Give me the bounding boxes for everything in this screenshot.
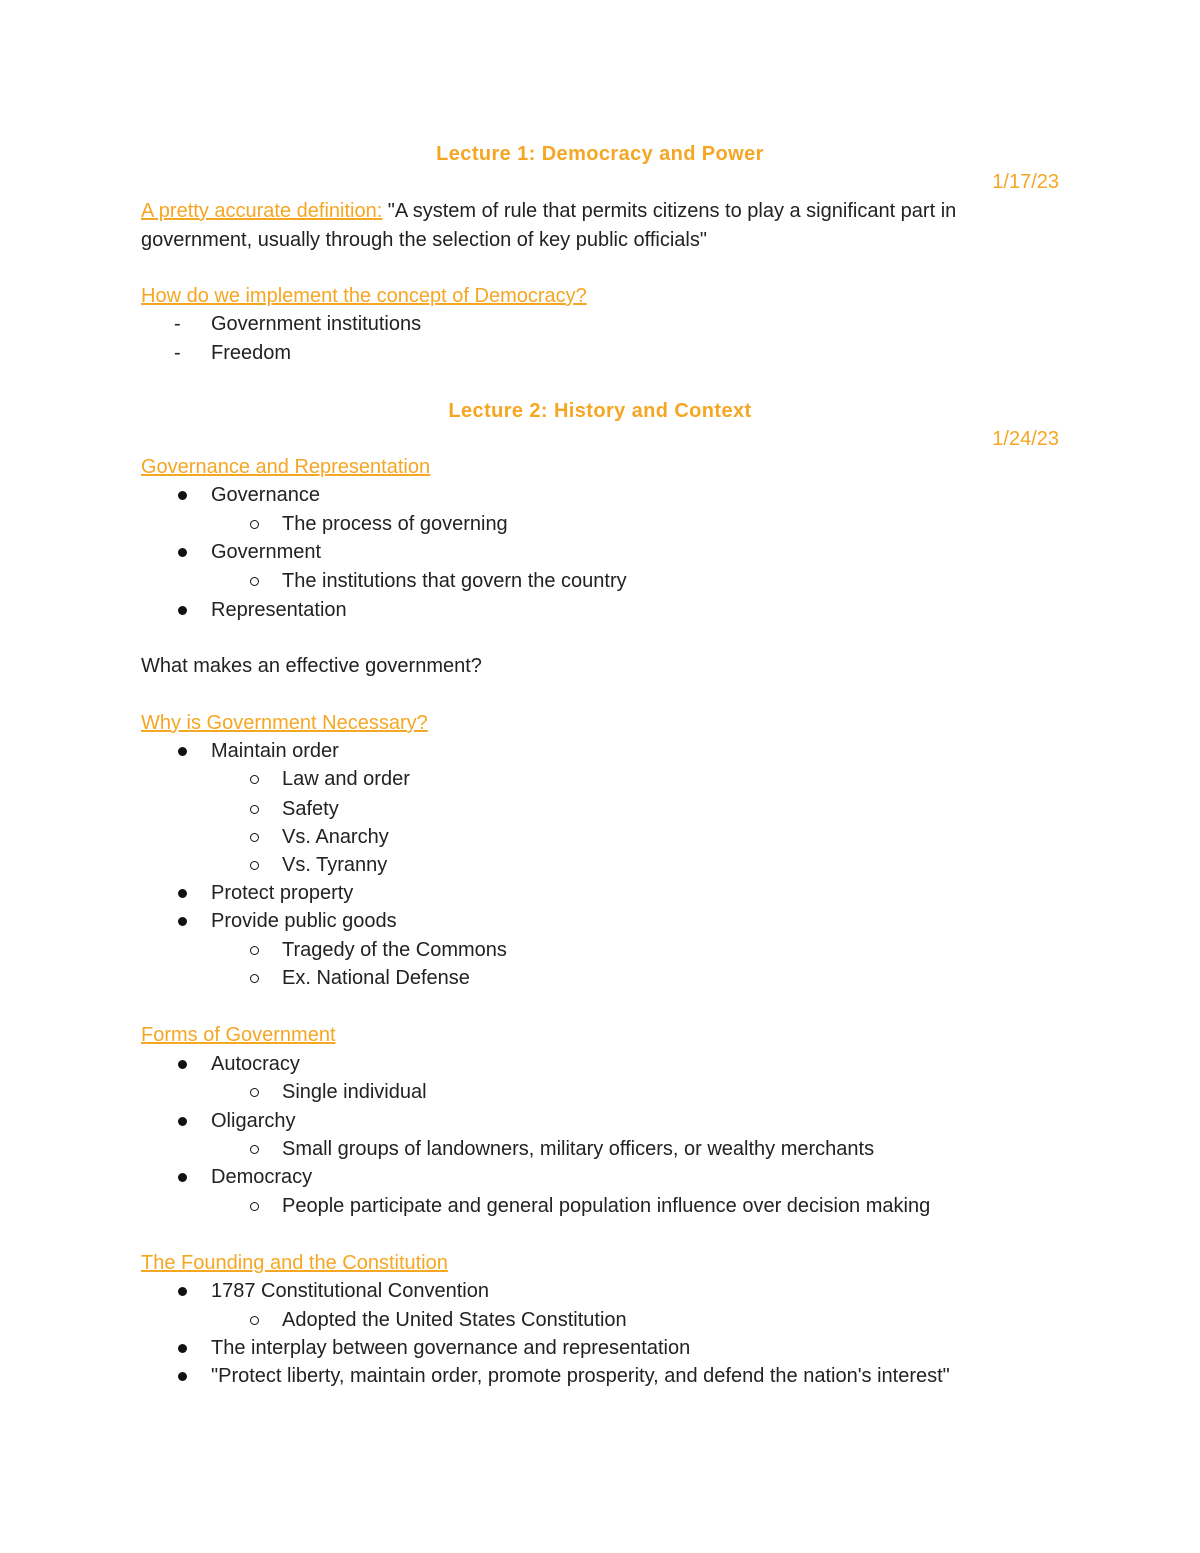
definition-text: "A system of rule that permits citizens to play a significant part in — [382, 200, 957, 222]
list-subitem: Single individual — [282, 1078, 427, 1106]
definition-paragraph — [141, 197, 1059, 225]
ring-bullet-icon — [250, 861, 259, 870]
list-subitem: Tragedy of the Commons — [282, 936, 507, 964]
why-heading[interactable]: Why is Government Necessary? — [141, 712, 428, 734]
list-subitem: Small groups of landowners, military officers, or wealthy merchants — [282, 1135, 874, 1163]
list-subitem: Safety — [282, 795, 339, 823]
list-item: 1787 Constitutional Convention — [211, 1277, 489, 1305]
filled-bullet-icon — [178, 1117, 187, 1126]
list-item: The interplay between governance and representation — [211, 1334, 690, 1362]
list-subitem: Vs. Tyranny — [282, 851, 387, 879]
list-item: "Protect liberty, maintain order, promote prosperity, and defend the nation's interest" — [211, 1362, 950, 1390]
forms-heading[interactable]: Forms of Government — [141, 1024, 336, 1046]
list-subitem: The process of governing — [282, 510, 508, 538]
filled-bullet-icon — [178, 491, 187, 500]
list-item: - Freedom — [211, 339, 291, 367]
ring-bullet-icon — [250, 775, 259, 784]
founding-heading[interactable]: The Founding and the Constitution — [141, 1252, 448, 1274]
gov-rep-heading[interactable]: Governance and Representation — [141, 456, 431, 478]
dash-bullet-icon: - — [174, 342, 181, 364]
ring-bullet-icon — [250, 520, 259, 529]
filled-bullet-icon — [178, 606, 187, 615]
effective-question: What makes an effective government? — [141, 655, 482, 677]
list-subitem: People participate and general population influence over decision making — [282, 1192, 930, 1220]
lecture-1-date: 1/17/23 — [992, 171, 1059, 193]
filled-bullet-icon — [178, 1173, 187, 1182]
definition-text-cont: government, usually through the selection of key public officials" — [141, 229, 707, 251]
list-item: Governance — [211, 481, 320, 509]
filled-bullet-icon — [178, 889, 187, 898]
list-item: Representation — [211, 596, 347, 624]
filled-bullet-icon — [178, 548, 187, 557]
dash-bullet-icon: - — [174, 313, 181, 335]
lecture-2-date: 1/24/23 — [992, 428, 1059, 450]
implement-heading[interactable]: How do we implement the concept of Democracy? — [141, 285, 587, 307]
list-subitem: Ex. National Defense — [282, 964, 470, 992]
lecture-1-title: Lecture 1: Democracy and Power — [436, 143, 764, 165]
ring-bullet-icon — [250, 1145, 259, 1154]
ring-bullet-icon — [250, 833, 259, 842]
filled-bullet-icon — [178, 917, 187, 926]
list-subitem: The institutions that govern the country — [282, 567, 627, 595]
list-item: Protect property — [211, 879, 353, 907]
ring-bullet-icon — [250, 805, 259, 814]
lecture-2-title: Lecture 2: History and Context — [448, 400, 752, 422]
list-item: Government — [211, 538, 321, 566]
list-item: - Government institutions — [211, 310, 421, 338]
ring-bullet-icon — [250, 1202, 259, 1211]
list-item: Oligarchy — [211, 1107, 295, 1135]
list-subitem: Adopted the United States Constitution — [282, 1306, 627, 1334]
filled-bullet-icon — [178, 1372, 187, 1381]
list-item: Autocracy — [211, 1050, 300, 1078]
list-subitem: Vs. Anarchy — [282, 823, 389, 851]
ring-bullet-icon — [250, 1088, 259, 1097]
ring-bullet-icon — [250, 1316, 259, 1325]
filled-bullet-icon — [178, 1060, 187, 1069]
ring-bullet-icon — [250, 577, 259, 586]
ring-bullet-icon — [250, 946, 259, 955]
list-item: Provide public goods — [211, 907, 397, 935]
filled-bullet-icon — [178, 747, 187, 756]
filled-bullet-icon — [178, 1287, 187, 1296]
filled-bullet-icon — [178, 1344, 187, 1353]
list-item: Democracy — [211, 1163, 312, 1191]
list-item: Maintain order — [211, 737, 339, 765]
definition-label[interactable]: A pretty accurate definition: — [141, 200, 383, 222]
ring-bullet-icon — [250, 974, 259, 983]
list-subitem: Law and order — [282, 765, 410, 793]
